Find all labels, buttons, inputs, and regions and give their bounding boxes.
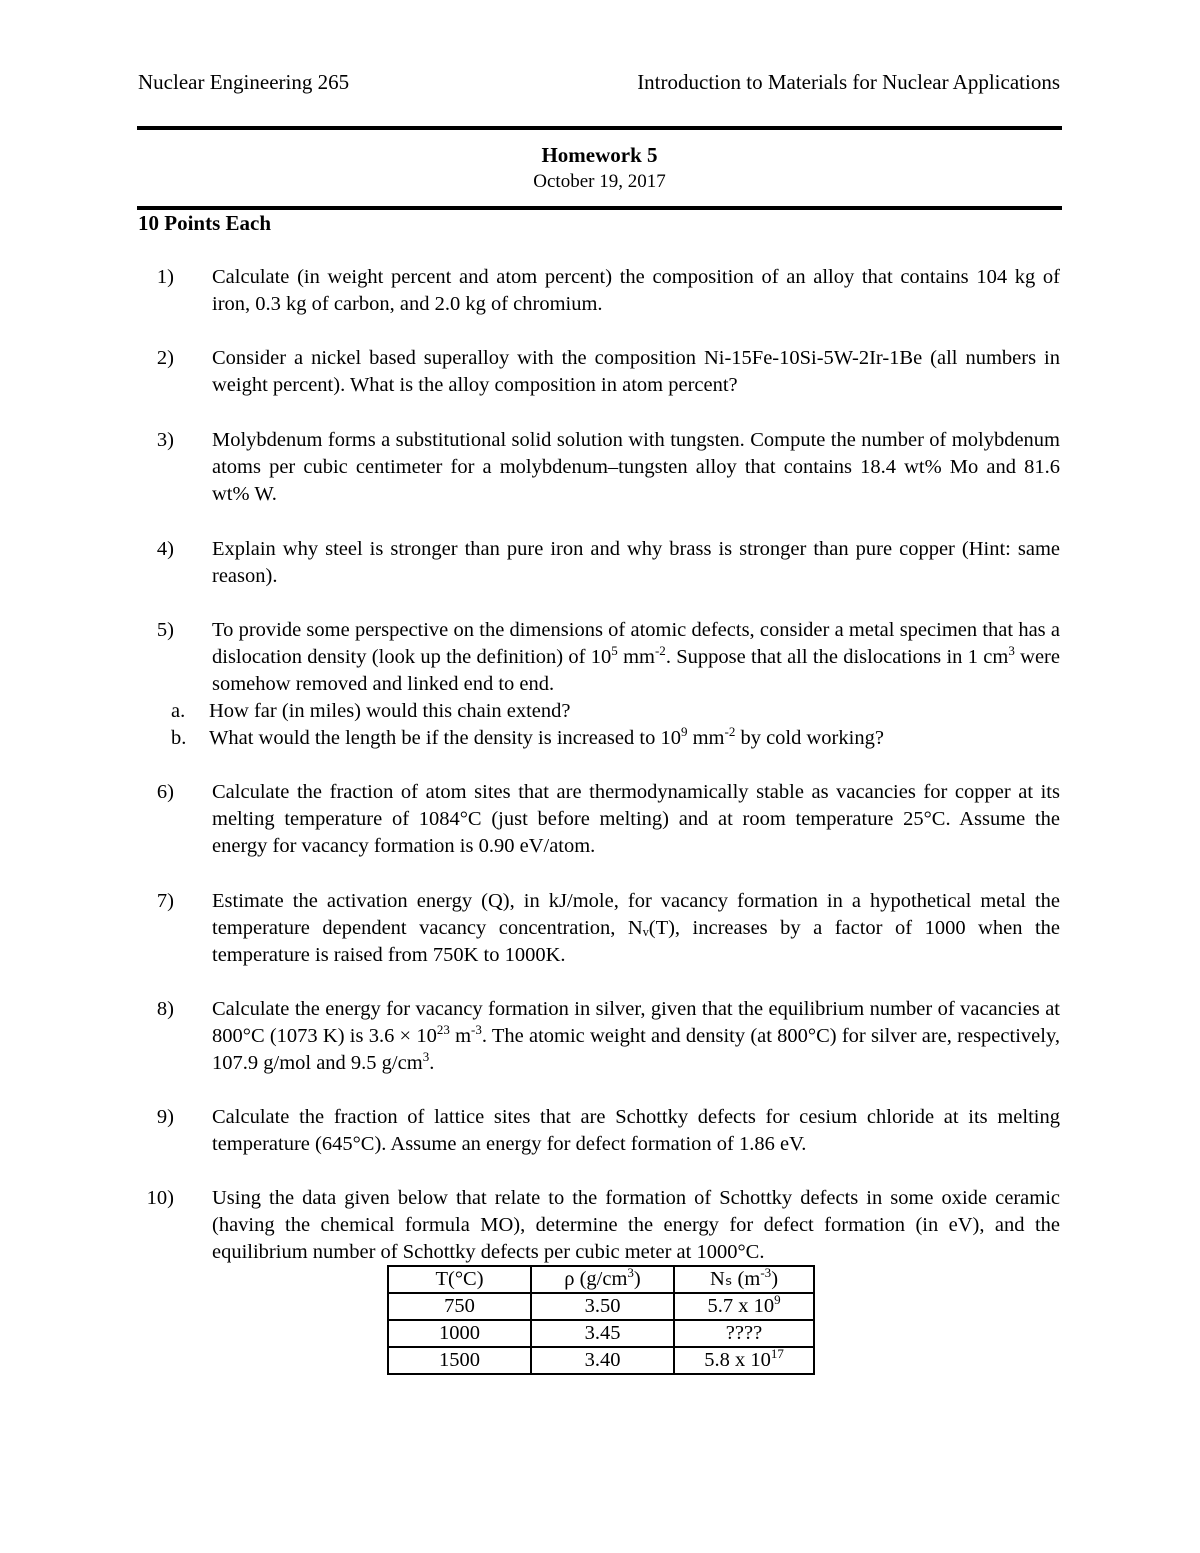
problem-text: Explain why steel is stronger than pure iron and why brass is stronger than pure copper (Hint: same reason).	[212, 538, 1060, 587]
problem-10	[138, 1185, 1060, 1266]
problem-text: To provide some perspective on the dimensions of atomic defects, consider a metal specimen that has a dislocation density (look up the definition) of $10^5$ $mm^{-2}$. Suppose that all the dislocations in 1 $cm^3$ were somehow removed and linked end to end.	[212, 619, 1060, 695]
problem-number: 2)	[156, 347, 174, 369]
sub-question-b: b. What would the length be if the density is increased to $10^9$ $mm^{-2}$ by cold working?	[171, 724, 884, 749]
cell-temperature: 750	[388, 1293, 531, 1320]
cell-density: 3.50	[531, 1293, 674, 1320]
page-header	[138, 70, 1060, 100]
cell-density: 3.45	[531, 1320, 674, 1347]
cell-temperature: 1000	[388, 1320, 531, 1347]
homework-date: October 19, 2017	[533, 171, 666, 192]
sub-question-list	[138, 698, 1060, 752]
homework-title: Homework 5	[541, 143, 658, 167]
problem-7	[138, 888, 1060, 969]
problem-text: Molybdenum forms a substitutional solid solution with tungsten. Compute the number of molybdenum atoms per cubic centimeter for a molybdenum–tungsten alloy that contains 18.4 wt% Mo and 81.6 wt% W.	[212, 429, 1060, 505]
table-row	[388, 1347, 814, 1374]
cell-defect-count: ????	[674, 1320, 814, 1347]
cell-temperature: 1500	[388, 1347, 531, 1374]
schottky-data-table	[387, 1265, 815, 1375]
problem-4	[138, 536, 1060, 590]
problem-text: Calculate (in weight percent and atom percent) the composition of an alloy that contains 104 kg of iron, 0.3 kg of carbon, and 2.0 kg of chromium.	[212, 266, 1060, 315]
problem-6	[138, 779, 1060, 860]
problem-number: 7)	[156, 890, 174, 912]
table-row	[388, 1320, 814, 1347]
table-row	[388, 1293, 814, 1320]
problem-1	[138, 264, 1060, 318]
header-density: ρ $(g/cm^3)$	[531, 1266, 674, 1293]
problem-5	[138, 617, 1060, 752]
problem-text: Calculate the fraction of atom sites that are thermodynamically stable as vacancies for copper at its melting temperature of 1084°C (just before melting) and at room temperature 25°C. Assume the energy for vacancy formation is 0.90 eV/atom.	[212, 781, 1060, 857]
course-number: Nuclear Engineering 265	[138, 70, 350, 94]
problem-number: 1)	[156, 266, 174, 288]
header-temperature: T(°C)	[388, 1266, 531, 1293]
header-defect-count: Nₛ $(m^{-3})$	[674, 1266, 814, 1293]
problem-number: 4)	[156, 538, 174, 560]
cell-defect-count: 5.7 x $10^9$	[674, 1293, 814, 1320]
sub-question-a: a. How far (in miles) would this chain extend?	[171, 700, 571, 722]
points-heading: 10 Points Each	[138, 211, 272, 235]
course-title: Introduction to Materials for Nuclear Applications	[637, 70, 1060, 94]
problem-8	[138, 996, 1060, 1077]
table-header-row	[388, 1266, 814, 1293]
problem-number: 8)	[156, 998, 174, 1020]
problem-text: Consider a nickel based superalloy with the composition Ni-15Fe-10Si-5W-2Ir-1Be (all numbers in weight percent). What is the alloy composition in atom percent?	[212, 347, 1060, 396]
problem-text: Calculate the fraction of lattice sites that are Schottky defects for cesium chloride at its melting temperature (645°C). Assume an energy for defect formation of 1.86 eV.	[212, 1106, 1060, 1155]
problem-number: 3)	[156, 429, 174, 451]
problem-2	[138, 345, 1060, 399]
problem-number: 6)	[156, 781, 174, 803]
cell-density: 3.40	[531, 1347, 674, 1374]
cell-defect-count: 5.8 x $10^{17}$	[674, 1347, 814, 1374]
problem-9	[138, 1104, 1060, 1158]
problem-text: Estimate the activation energy (Q), in kJ/mole, for vacancy formation in a hypothetical metal the temperature dependent vacancy concentration, Nᵥ(T), increases by a factor of 1000 when the temperature is raised from 750K to 1000K.	[212, 890, 1060, 966]
top-rule	[137, 126, 1062, 130]
problem-number: 9)	[156, 1106, 174, 1128]
problem-text: Using the data given below that relate to the formation of Schottky defects in some oxide ceramic (having the chemical formula MO), determine the energy for defect formation (in eV), and the equilibrium number of Schottky defects per cubic meter at 1000°C.	[212, 1187, 1060, 1263]
bottom-rule	[137, 206, 1062, 210]
problem-3	[138, 427, 1060, 508]
problem-text: Calculate the energy for vacancy formation in silver, given that the equilibrium number of vacancies at 800°C (1073 K) is $3.6 \times 10^{23}$ $m^{-3}$. The atomic weight and density (at 800°C) for silver are, respectively, 107.9 g/mol and 9.5 $g/cm^3$.	[212, 998, 1060, 1074]
problem-number: 10)	[146, 1187, 174, 1209]
problem-number: 5)	[156, 619, 174, 641]
